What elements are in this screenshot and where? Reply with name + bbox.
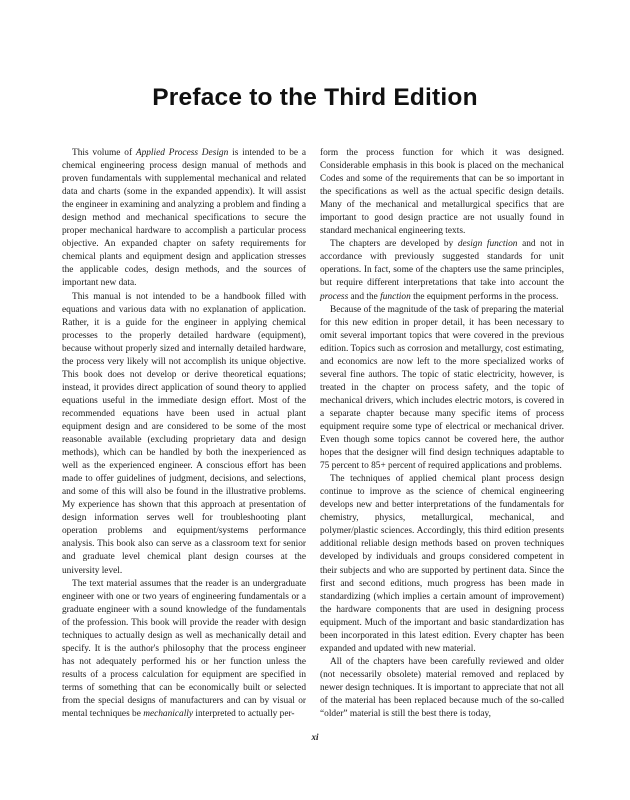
page-number: xi (311, 732, 319, 742)
text-run: The text material assumes that the reader is an undergraduate engineer with one or two years of engineering fundamentals or a graduate engineer with a sound knowledge of the fundamentals of the profession. This book will provide the reader with design techniques to actually design as well as mechanically detail and specify. It is the author's philosophy that the process engineer has not adequately performed his or her function unless the results of a process calculation for equipment are specified in terms of something that can be economically built or selected from the special designs of manufacturers and can by visual or mental techniques be (62, 578, 306, 720)
paragraph (62, 578, 306, 722)
text-run: The chapters are developed by (330, 239, 458, 250)
left-column (62, 147, 306, 721)
right-column (320, 147, 564, 721)
paragraph: The techniques of applied chemical plant process design continue to improve as the science of chemical engineering develops new and better interpretations of the fundamentals for chemistry, physics, metallurgical, mechanical, and polymer/plastic sciences. Accordingly, this third edition presents additional reliable design methods based on proven techniques developed by individuals and groups considered competent in their subjects and who are supported by pertinent data. Since the first and second editions, much progress has been made in standardizing (which implies a certain amount of improvement) the hardware components that are used in designing process equipment. Much of the important and basic standardization has been incorporated in this latest edition. Every chapter has been expanded and updated with new material. (320, 474, 564, 654)
text-run: the equipment performs in the process. (410, 291, 559, 302)
text-run: and the (348, 291, 381, 302)
text-run: interpreted to actually per- (193, 709, 295, 720)
text-run: This volume of (72, 148, 136, 158)
paragraph (320, 238, 564, 303)
paragraph: All of the chapters have been carefully reviewed and older (not necessarily obsolete) material removed and replaced by newer design techniques. It is important to appreciate that not all of the material has been replaced because much of the so-called “older” material is still the best there is today, (320, 656, 564, 720)
paragraph-continued: form the process function for which it was designed. Considerable emphasis in this book is placed on the mechanical Codes and some of the requirements that can be so important in the specifications as well as the actual specific design details. Many of the mechanical and metallurgical specifics that are important to good design practice are not usually found in standard mechanical engineering texts. (320, 148, 564, 237)
page-title: Preface to the Third Edition (152, 84, 478, 111)
emphasis: process (320, 291, 349, 302)
text-run: and not in accordance with previously suggested standards for unit operations. In fact, some of the chapters use the same principles, but require different interpretations that take into account the (320, 239, 564, 289)
book-title-emphasis: Applied Process Design (135, 148, 229, 158)
emphasis: design function (457, 239, 518, 250)
paragraph: Because of the magnitude of the task of preparing the material for this new edition in proper detail, it has been necessary to omit several important topics that were covered in the previous edition. Topics such as corrosion and metallurgy, cost estimating, and economics are now left to the more specialized works of several fine authors. The topic of static electricity, however, is treated in the chapter on process safety, and the topic of mechanical drivers, which includes electric motors, is covered in a separate chapter because many specific items of process equipment require some type of electrical or mechanical driver. Even though some topics cannot be covered here, the author hopes that the designer will find design techniques adaptable to 75 percent to 85+ percent of required applications and problems. (320, 304, 564, 472)
emphasis: mechanically (143, 709, 194, 720)
paragraph: This manual is not intended to be a handbook filled with equations and various data with no explanation of application. Rather, it is a guide for the engineer in applying chemical processes to the properly detailed hardware (equipment), because without properly sized and internally detailed hardware, the process very likely will not accomplish its unique objective. This book does not develop or derive theoretical equations; instead, it provides direct application of sound theory to applied equations useful in the immediate design effort. Most of the recommended equations have been used in actual plant equipment design and are considered to be some of the most reasonable available (excluding proprietary data and design methods), which can be handled by both the inexperienced as well as the experienced engineer. A conscious effort has been made to offer guidelines of judgment, decisions, and selections, and some of this will also be found in the illustrative problems. My experience has shown that this approach at presentation of design information serves well for troubleshooting plant operation problems and equipment/systems performance analysis. This book also can serve as a classroom text for senior and graduate level chemical plant design courses at the university level. (62, 291, 306, 576)
emphasis: function (380, 291, 411, 302)
text-run: is intended to be a chemical engineering process design manual of methods and proven fundamentals with supplemental mechanical and related data and charts (some in the expanded appendix). It will assist the engineer in examining and analyzing a problem and finding a design method and mechanical specifications to secure the proper mechanical hardware to accomplish a particular process objective. An expanded chapter on safety requirements for chemical plants and equipment design and application stresses the applicable codes, design methods, and the sources of important new data. (62, 148, 306, 289)
paragraph (62, 147, 306, 291)
